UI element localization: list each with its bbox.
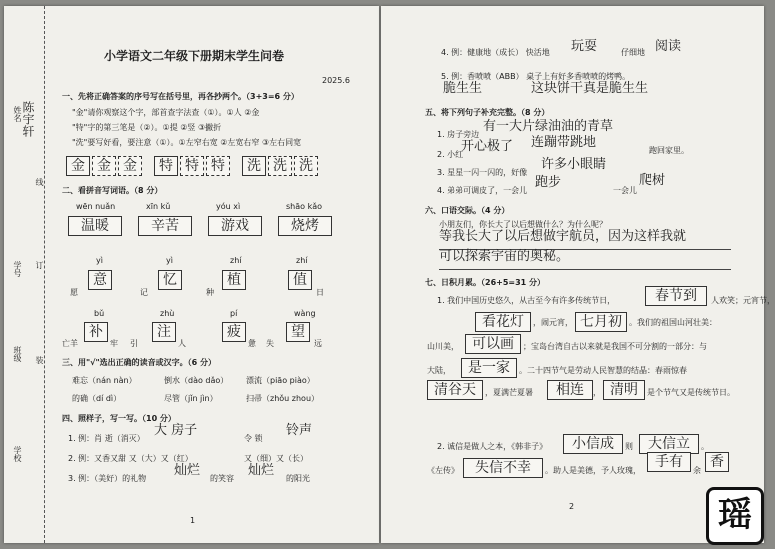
answer-box: 植 <box>222 270 246 290</box>
handwritten-answer: 铃声 <box>286 423 313 438</box>
example-1b: 令 锁 <box>244 434 263 443</box>
verse-text: 1. 我们中国历史悠久，从古至今有许多传统节日， <box>437 296 616 305</box>
answer-box: 游戏 <box>208 216 262 236</box>
answer-box: 意 <box>88 270 112 290</box>
answer-box: 补 <box>84 322 108 342</box>
class-label: 班级 <box>13 346 22 362</box>
example-1: 1. 例：肖 逝（消灭） <box>68 434 145 443</box>
answer-box: 忆 <box>158 270 182 290</box>
question-1-1: "金"请你观察这个字，部首查字法查（①）。①人 ②金 <box>72 108 260 117</box>
answer-box: 大信立 <box>639 434 699 454</box>
word-label: 亡羊 <box>62 339 78 348</box>
answer-box: 烧烤 <box>278 216 332 236</box>
handwritten-answer: 灿烂 <box>248 463 275 478</box>
handwritten-answer: 阅读 <box>655 39 682 54</box>
handwritten-answer: 脆生生 <box>443 81 483 96</box>
verse-text: 是个节气又是传统节日。 <box>647 388 735 397</box>
word-label: 失 <box>266 339 274 348</box>
section-4-heading: 四、照样子，写一写。（10 分） <box>62 414 176 423</box>
question-1-2: "特"字的第三笔是（②）。①提 ②竖 ③撇折 <box>72 123 222 132</box>
example-2: 2. 例：又香又甜 又（大）又（红） <box>68 454 193 463</box>
choice-item: 的确（dí dì） <box>72 394 122 403</box>
answer-box: 七月初 <box>575 312 627 332</box>
answer-box: 香 <box>705 452 729 472</box>
handwritten-answer: 这块饼干真是脆生生 <box>531 81 649 96</box>
verse-text: 大陆， <box>427 366 451 375</box>
example-5: 5. 例：香喷喷（ABB） 桌子上有好多香喷喷的烤鸭。 <box>441 72 631 81</box>
word-label: 牢 <box>110 339 118 348</box>
section-7-heading: 七、日积月累。（26+5=31 分） <box>425 278 546 287</box>
verse-text: ， <box>593 388 601 397</box>
verse-text: 《左传》 <box>427 466 459 475</box>
copy-cell: 洗 <box>294 156 318 176</box>
exam-date: 2025.6 <box>322 76 350 85</box>
pinyin: yì <box>166 256 173 265</box>
verse-text: 。二十四节气是劳动人民智慧的结晶：春雨惊春 <box>519 366 687 375</box>
pinyin: shāo kǎo <box>286 202 323 211</box>
answer-box: 清谷天 <box>427 380 483 400</box>
example-4b: 仔细地 <box>621 48 645 57</box>
word-label: 日 <box>316 288 324 297</box>
section-1-heading: 一、先将正确答案的序号写在括号里，再各抄两个。（3+3=6 分） <box>62 92 299 101</box>
answer-box: 可以画 <box>465 334 521 354</box>
pinyin: zhí <box>296 256 308 265</box>
verse-text: ，夏满芒夏暑 <box>485 388 533 397</box>
word-label: 种 <box>206 288 214 297</box>
word-label: 愿 <box>70 288 78 297</box>
answer-box: 辛苦 <box>138 216 192 236</box>
verse-text: 人欢笑；元宵节， <box>711 296 775 305</box>
verse-text: 。助人是美德，予人玫瑰， <box>545 466 641 475</box>
page-number: 2 <box>569 502 575 511</box>
section-2-heading: 二、看拼音写词语。（8 分） <box>62 186 163 195</box>
exam-title: 小学语文二年级下册期末学生问卷 <box>104 49 285 63</box>
choice-item: 难忘（nán nàn） <box>72 376 137 385</box>
answer-box: 看花灯 <box>475 312 531 332</box>
handwritten-answer: 等我长大了以后想做宇航员，因为这样我就 <box>439 229 687 244</box>
copy-cell: 金 <box>118 156 142 176</box>
choice-item: 倒水（dào dǎo） <box>164 376 229 385</box>
choice-item: 扫帚（zhǒu zhou） <box>246 394 320 403</box>
word-label: 惫 <box>248 339 256 348</box>
student-id-label: 学号 <box>13 261 22 277</box>
choice-item: 漂流（piāo piào） <box>246 376 315 385</box>
copy-cell: 金 <box>66 156 90 176</box>
handwritten-answer: 玩耍 <box>571 39 598 54</box>
pinyin: pí <box>230 309 238 318</box>
answer-box: 小信成 <box>563 434 623 454</box>
sentence-1: 1. 房子旁边 <box>437 130 480 139</box>
pinyin: bǔ <box>94 309 105 318</box>
example-3: 3. 例：（美好）的礼物 <box>68 474 147 483</box>
verse-text: 。 <box>701 442 709 451</box>
bind-mark: 装 <box>35 356 44 364</box>
handwritten-answer: 灿烂 <box>174 463 201 478</box>
oral-question: 小朋友们，你长大了以后想做什么？为什么呢？ <box>439 220 607 229</box>
verse-text: 2. 诚信是做人之本，《韩非子》 <box>437 442 548 451</box>
handwritten-answer: 可以探索宇宙的奥秘。 <box>439 249 570 264</box>
example-2b: 又（细）又（长） <box>244 454 308 463</box>
line-mark: 线 <box>35 178 44 186</box>
copy-cell: 洗 <box>242 156 266 176</box>
pinyin: zhí <box>230 256 242 265</box>
answer-box: 值 <box>288 270 312 290</box>
choice-item: 尽管（jǐn jìn） <box>164 394 218 403</box>
verse-text: 余 <box>693 466 701 475</box>
seal-mark: 订 <box>35 261 44 269</box>
exam-page-1 <box>4 6 379 543</box>
example-4: 4. 例：健康地（成长） 快活地 <box>441 48 550 57</box>
answer-box: 注 <box>152 322 176 342</box>
verse-text: 则 <box>625 442 633 451</box>
exam-page-2 <box>381 6 775 543</box>
copy-cell: 洗 <box>268 156 292 176</box>
handwritten-answer: 爬树 <box>639 173 666 188</box>
answer-line <box>439 269 731 270</box>
sentence-3: 3. 星星一闪一闪的，好像 <box>437 168 528 177</box>
handwritten-answer: 大 房子 <box>154 423 198 438</box>
section-3-heading: 三、用"√"选出正确的读音或汉字。（6 分） <box>62 358 217 367</box>
binding-line <box>44 6 45 543</box>
sentence-2: 2. 小红 <box>437 150 464 159</box>
school-label: 学校 <box>13 446 22 462</box>
pinyin: xīn kǔ <box>146 202 171 211</box>
section-6-heading: 六、口语交际。（4 分） <box>425 206 510 215</box>
verse-text: ；宝岛台湾自古以来就是我国不可分割的一部分：与 <box>523 342 707 351</box>
verse-text: 。我们的祖国山河壮美： <box>629 318 717 327</box>
verse-text: ，闹元宵， <box>533 318 573 327</box>
answer-box: 春节到 <box>645 286 707 306</box>
word-label: 引 <box>130 339 138 348</box>
handwritten-answer: 连蹦带跳地 <box>531 135 597 150</box>
verse-text: 山川美， <box>427 342 459 351</box>
word-label: 记 <box>140 288 148 297</box>
handwritten-answer: 开心极了 <box>461 139 514 154</box>
answer-box: 失信不幸 <box>463 458 543 478</box>
sentence-4b: 一会儿 <box>613 186 637 195</box>
sentence-4: 4. 弟弟可调皮了，一会儿 <box>437 186 528 195</box>
answer-box: 望 <box>286 322 310 342</box>
answer-box: 相连 <box>547 380 593 400</box>
name-label: 姓名 <box>13 106 22 122</box>
answer-box: 是一家 <box>461 358 517 378</box>
pinyin: yóu xì <box>216 202 241 211</box>
pinyin: wàng <box>294 309 316 318</box>
pinyin: yì <box>96 256 103 265</box>
sentence-2b: 跑回家里。 <box>649 146 689 155</box>
example-3b: 的笑容 <box>210 474 234 483</box>
pinyin: wēn nuǎn <box>76 202 116 211</box>
handwritten-answer: 跑步 <box>535 175 562 190</box>
answer-box: 清明 <box>603 380 645 400</box>
answer-box: 手有 <box>647 452 691 472</box>
handwritten-answer: 许多小眼睛 <box>541 157 607 172</box>
answer-box: 疲 <box>222 322 246 342</box>
word-label: 人 <box>178 339 186 348</box>
student-name: 陈宇轩 <box>21 101 35 137</box>
watermark-seal: 瑶 <box>706 487 764 545</box>
question-1-3: "洗"要写好看，要注意（①）。①左窄右宽 ②左宽右窄 ③左右同宽 <box>72 138 302 147</box>
example-3d: 的阳光 <box>286 474 310 483</box>
word-label: 远 <box>314 339 322 348</box>
copy-cell: 特 <box>154 156 178 176</box>
answer-box: 温暖 <box>68 216 122 236</box>
copy-cell: 特 <box>180 156 204 176</box>
page-number: 1 <box>190 516 196 525</box>
copy-cell: 金 <box>92 156 116 176</box>
handwritten-answer: 有一大片绿油油的青草 <box>483 119 614 134</box>
copy-cell: 特 <box>206 156 230 176</box>
pinyin: zhù <box>160 309 175 318</box>
section-5-heading: 五、将下列句子补充完整。（8 分） <box>425 108 550 117</box>
